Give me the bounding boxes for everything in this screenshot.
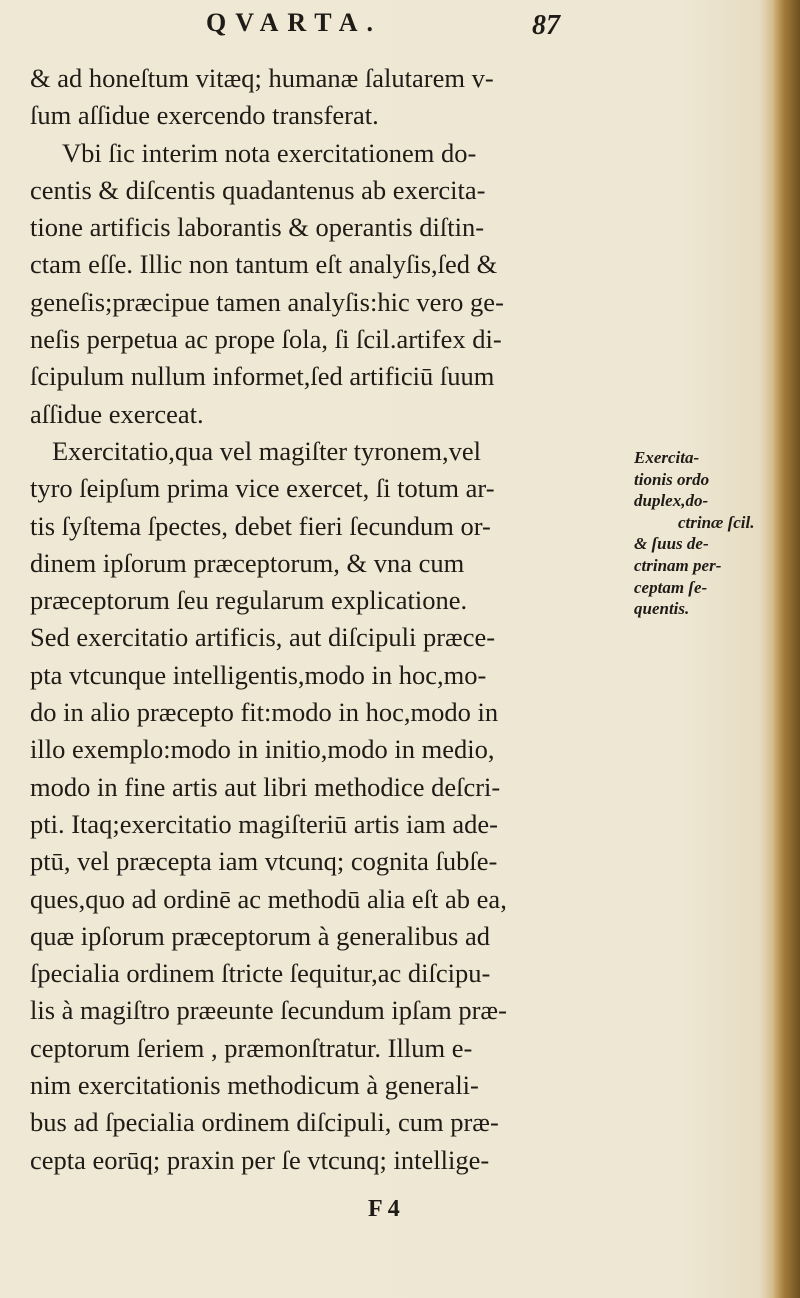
text-line: tis ſyſtema ſpectes, debet fieri ſecundum or- bbox=[30, 510, 491, 541]
text-line: ptū, vel præcepta iam vtcunq; cognita ſubſe- bbox=[30, 846, 498, 877]
text-line: modo in fine artis aut libri methodice deſcri- bbox=[30, 771, 501, 802]
text-line: illo exemplo:modo in initio,modo in medio, bbox=[30, 734, 495, 765]
page-number: 87 bbox=[532, 10, 560, 41]
text-line: præceptorum ſeu regularum explicatione. bbox=[30, 585, 468, 616]
text-line: Vbi ſic interim nota exercitationem do- bbox=[62, 137, 477, 168]
margin-note-line: tionis ordo bbox=[634, 469, 710, 489]
text-line: ſpecialia ordinem ſtricte ſequitur,ac diſcipu- bbox=[30, 958, 491, 989]
text-line: aſſidue exerceat. bbox=[30, 398, 204, 429]
text-line: ſum aſſidue exercendo transferat. bbox=[30, 100, 379, 131]
margin-note-line: duplex,do- bbox=[634, 491, 709, 511]
text-line: tyro ſeipſum prima vice exercet, ſi totum ar- bbox=[30, 473, 495, 504]
text-line: ceptorum ſeriem , præmonſtratur. Illum e- bbox=[30, 1032, 473, 1063]
text-line: nim exercitationis methodicum à generali- bbox=[30, 1070, 479, 1101]
text-line: centis & diſcentis quadantenus ab exercita- bbox=[30, 174, 486, 205]
text-line: Sed exercitatio artificis, aut diſcipuli præce- bbox=[30, 622, 496, 653]
text-line: ſcipulum nullum informet,ſed artificiū ſuum bbox=[30, 361, 495, 392]
margin-note-line: ctrinam per- bbox=[634, 555, 722, 575]
text-line: & ad honeſtum vitæq; humanæ ſalutarem v- bbox=[30, 63, 494, 93]
page-edge bbox=[774, 0, 800, 1298]
page-footer bbox=[0, 1196, 800, 1236]
text-line: cepta eorūq; praxin per ſe vtcunq; intellige- bbox=[30, 1144, 490, 1175]
text-line: geneſis;præcipue tamen analyſis:hic vero ge- bbox=[30, 286, 504, 317]
text-line: Exercitatio,qua vel magiſter tyronem,vel bbox=[52, 435, 481, 466]
text-line: tione artificis laborantis & operantis diſtin- bbox=[30, 212, 485, 243]
margin-note-line: quentis. bbox=[634, 599, 690, 619]
margin-note-line: Exercita- bbox=[634, 448, 700, 467]
margin-note-line: ceptam ſe- bbox=[634, 577, 708, 597]
page-header bbox=[190, 4, 660, 50]
main-text-block bbox=[30, 60, 630, 1179]
text-line: pti. Itaq;exercitatio magiſteriū artis iam ade- bbox=[30, 808, 498, 839]
text-line: pta vtcunque intelligentis,modo in hoc,mo- bbox=[30, 659, 487, 690]
text-line: lis à magiſtro præeunte ſecundum ipſam præ- bbox=[30, 995, 507, 1026]
text-line: dinem ipſorum præceptorum, & vna cum bbox=[30, 547, 465, 578]
text-line: ctam eſſe. Illic non tantum eſt analyſis,ſed & bbox=[30, 249, 498, 280]
margin-note-line: ctrinæ ſcil. bbox=[678, 512, 755, 532]
text-line: ques,quo ad ordinē ac methodū alia eſt ab ea, bbox=[30, 883, 507, 914]
margin-note bbox=[634, 447, 769, 620]
text-line: do in alio præcepto fit:modo in hoc,modo in bbox=[30, 697, 499, 728]
margin-note-line: & ſuus de- bbox=[634, 534, 709, 554]
text-line: neſis perpetua ac prope ſola, ſi ſcil.artifex di- bbox=[30, 324, 502, 355]
text-line: bus ad ſpecialia ordinem diſcipuli, cum præ- bbox=[30, 1107, 499, 1138]
running-title: QVARTA. bbox=[206, 8, 382, 37]
signature-mark: F 4 bbox=[368, 1196, 400, 1222]
text-line: quæ ipſorum præceptorum à generalibus ad bbox=[30, 920, 490, 951]
